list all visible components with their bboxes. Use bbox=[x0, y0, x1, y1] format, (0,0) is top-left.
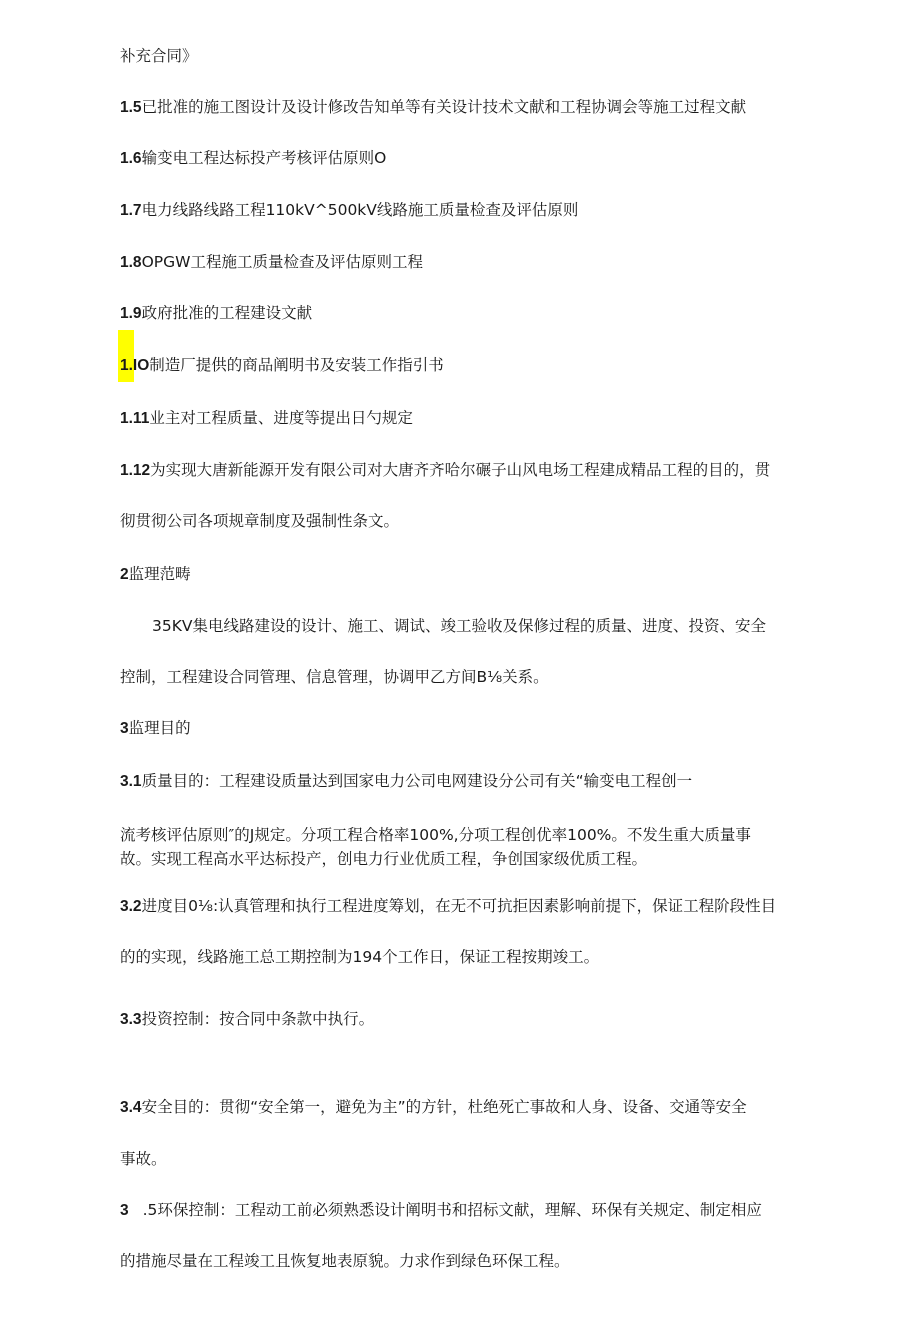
text-line-3-3: 3.3投资控制：按合同中条款中执行。 bbox=[120, 1010, 375, 1028]
text-line-3-5-cont: 的措施尽量在工程竣工且恢复地表原貌。力求作到绿色环保工程。 bbox=[120, 1252, 570, 1270]
text-line-1-5: 1.5已批准的施工图设计及设计修改告知单等有关设计技术文献和工程协调会等施工过程文献 bbox=[120, 98, 747, 116]
text-line-continuation: 补充合同》 bbox=[120, 47, 198, 65]
text-line-1-8: 1.8OPGW工程施工质量检查及评估原则工程 bbox=[120, 253, 423, 271]
text-line-1-9: 1.9政府批准的工程建设文献 bbox=[120, 304, 313, 322]
text-line-scope: 35KV集电线路建设的设计、施工、调试、竣工验收及保修过程的质量、进度、投资、安全 bbox=[152, 617, 766, 635]
text-line-1-10: 1.IO制造厂提供的商品阐明书及安装工作指引书 bbox=[120, 356, 444, 374]
text-line-3-2-cont: 的的实现，线路施工总工期控制为194个工作日，保证工程按期竣工。 bbox=[120, 948, 600, 966]
text-line-3-1-cont: 流考核评估原则″的J规定。分项工程合格率100%,分项工程创优率100%。不发生重大质量事 bbox=[120, 826, 751, 844]
text-line-1-12: 1.12为实现大唐新能源开发有限公司对大唐齐齐哈尔碾子山风电场工程建成精品工程的目的，贯 bbox=[120, 461, 771, 479]
text-line-1-7: 1.7电力线路线路工程110kV^500kV线路施工质量检查及评估原则 bbox=[120, 201, 579, 219]
section-heading-3: 3监理目的 bbox=[120, 719, 191, 737]
section-heading-2: 2监理范畴 bbox=[120, 565, 191, 583]
text-line-3-1-cont2: 故。实现工程高水平达标投产，创电力行业优质工程，争创国家级优质工程。 bbox=[120, 850, 648, 868]
text-line-1-12-cont: 彻贯彻公司各项规章制度及强制性条文。 bbox=[120, 512, 400, 530]
text-line-3-1: 3.1质量目的：工程建设质量达到国家电力公司电网建设分公司有关“输变电工程创一 bbox=[120, 772, 693, 790]
text-line-3-4: 3.4安全目的：贯彻“安全第一，避免为主”的方针，杜绝死亡事故和人身、设备、交通等安全 bbox=[120, 1098, 747, 1116]
text-line-3-4-cont: 事故。 bbox=[120, 1150, 167, 1168]
text-line-1-6: 1.6输变电工程达标投产考核评估原则O bbox=[120, 149, 387, 167]
text-line-3-2: 3.2进度目0⅛:认真管理和执行工程进度筹划，在无不可抗拒因素影响前提下，保证工程阶段性目 bbox=[120, 897, 777, 915]
text-line-3-5: 3 .5环保控制：工程动工前必须熟悉设计阐明书和招标文献，理解、环保有关规定、制定相应 bbox=[120, 1201, 762, 1219]
text-line-1-11: 1.11业主对工程质量、进度等提出日勺规定 bbox=[120, 409, 413, 427]
text-line-scope-cont: 控制，工程建设合同管理、信息管理，协调甲乙方间B⅛关系。 bbox=[120, 668, 549, 686]
